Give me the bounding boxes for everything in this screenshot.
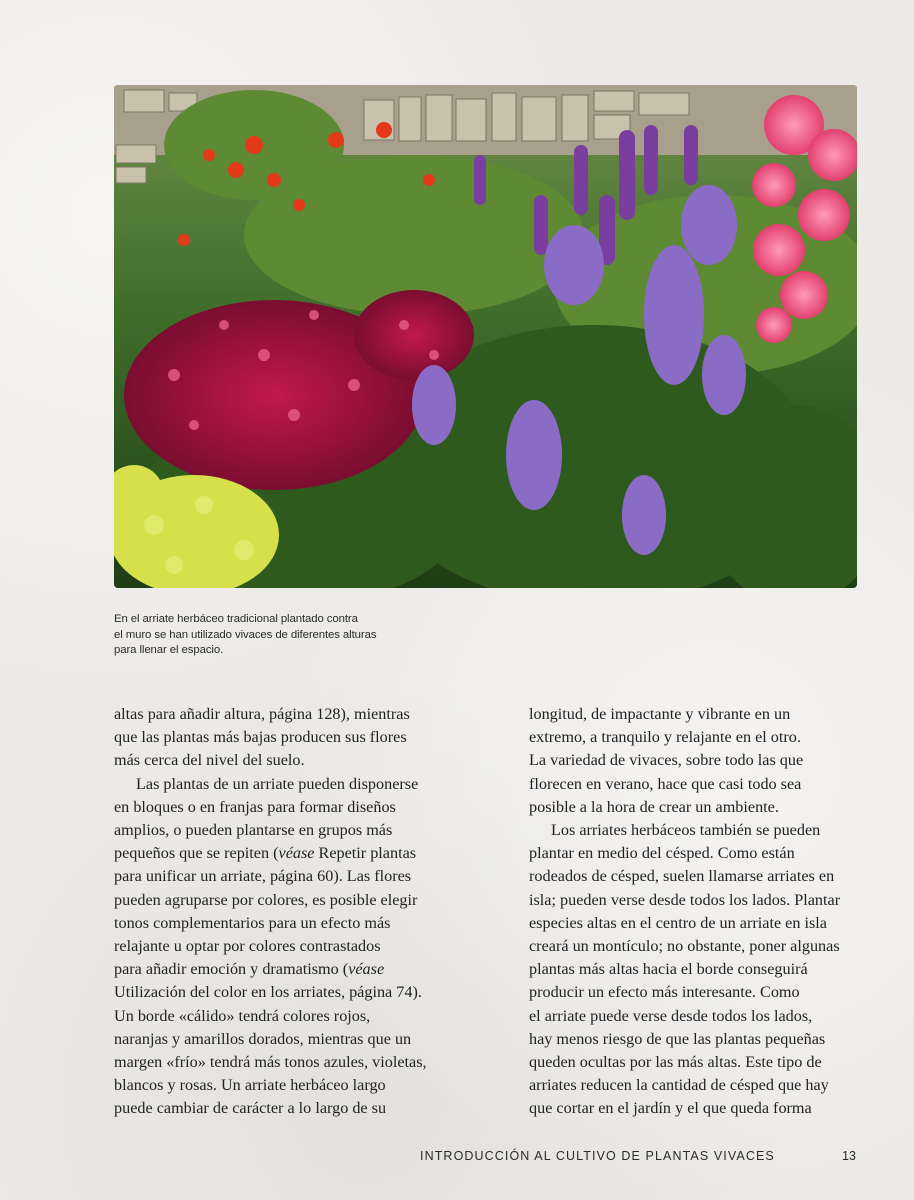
text-line: plantas más altas hacia el borde conseguirá	[529, 960, 808, 979]
caption-line: para llenar el espacio.	[114, 644, 224, 657]
text-line: queden ocultas por las más altas. Este tipo de	[529, 1053, 822, 1072]
text-line: Un borde «cálido» tendrá colores rojos,	[114, 1006, 371, 1025]
paragraph	[529, 819, 859, 1121]
text-line: longitud, de impactante y vibrante en un	[529, 705, 791, 723]
text-line: que cortar en el jardín y el que queda forma	[529, 1099, 812, 1118]
text-line: el arriate puede verse desde todos los lados,	[529, 1006, 813, 1025]
caption-line: el muro se han utilizado vivaces de diferentes alturas	[114, 628, 377, 641]
paragraph	[529, 703, 859, 819]
text-line: rodeados de césped, suelen llamarse arriates en	[529, 867, 835, 886]
text-line: para añadir emoción y dramatismo (véase	[114, 960, 385, 979]
text-line: margen «frío» tendrá más tonos azules, violetas,	[114, 1053, 427, 1072]
text-line: Utilización del color en los arriates, página 74).	[114, 983, 422, 1002]
text-line: extremo, a tranquilo y relajante en el otro.	[529, 728, 801, 747]
running-title: INTRODUCCIÓN AL CULTIVO DE PLANTAS VIVACES	[420, 1149, 775, 1163]
text-line: pequeños que se repiten (véase Repetir plantas	[114, 844, 417, 863]
text-line: isla; pueden verse desde todos los lados. Plantar	[529, 890, 841, 909]
garden-photo	[114, 85, 857, 588]
figure-caption	[114, 612, 434, 659]
text-line: naranjas y amarillos dorados, mientras que un	[114, 1029, 412, 1048]
text-line: más cerca del nivel del suelo.	[114, 751, 305, 770]
text-line: para unificar un arriate, página 60). Las flores	[114, 867, 412, 886]
paragraph	[114, 773, 444, 1121]
text-line: tonos complementarios para un efecto más	[114, 913, 391, 932]
text-line: La variedad de vivaces, sobre todo las que	[529, 751, 804, 770]
page-number: 13	[842, 1149, 856, 1163]
text-line: que las plantas más bajas producen sus flores	[114, 728, 407, 747]
text-line: amplios, o pueden plantarse en grupos más	[114, 821, 393, 840]
italic-reference: véase	[278, 844, 315, 863]
text-line: producir un efecto más interesante. Como	[529, 983, 800, 1002]
text-line: posible a la hora de crear un ambiente.	[529, 797, 779, 816]
italic-reference: véase	[348, 960, 385, 979]
text-line: en bloques o en franjas para formar diseños	[114, 797, 396, 816]
text-line: hay menos riesgo de que las plantas pequeñas	[529, 1029, 826, 1048]
text-line: altas para añadir altura, página 128), mientras	[114, 705, 410, 723]
text-line: relajante u optar por colores contrastados	[114, 937, 381, 956]
body-column-left	[114, 703, 444, 1121]
paragraph	[114, 703, 444, 773]
text-line: puede cambiar de carácter a lo largo de su	[114, 1099, 387, 1118]
text-line: creará un montículo; no obstante, poner algunas	[529, 937, 840, 956]
text-line: plantar en medio del césped. Como están	[529, 844, 795, 863]
text-line: blancos y rosas. Un arriate herbáceo largo	[114, 1076, 386, 1095]
text-line: Los arriates herbáceos también se pueden	[551, 821, 821, 840]
body-column-right	[529, 703, 859, 1121]
text-line: florecen en verano, hace que casi todo sea	[529, 774, 802, 793]
text-line: especies altas en el centro de un arriate en isla	[529, 913, 827, 932]
caption-line: En el arriate herbáceo tradicional plantado contra	[114, 613, 358, 625]
text-line: arriates reducen la cantidad de césped que hay	[529, 1076, 829, 1095]
text-line: Las plantas de un arriate pueden disponerse	[136, 774, 419, 793]
herbaceous-border-photo-icon	[114, 85, 857, 588]
text-line: pueden agruparse por colores, es posible elegir	[114, 890, 418, 909]
